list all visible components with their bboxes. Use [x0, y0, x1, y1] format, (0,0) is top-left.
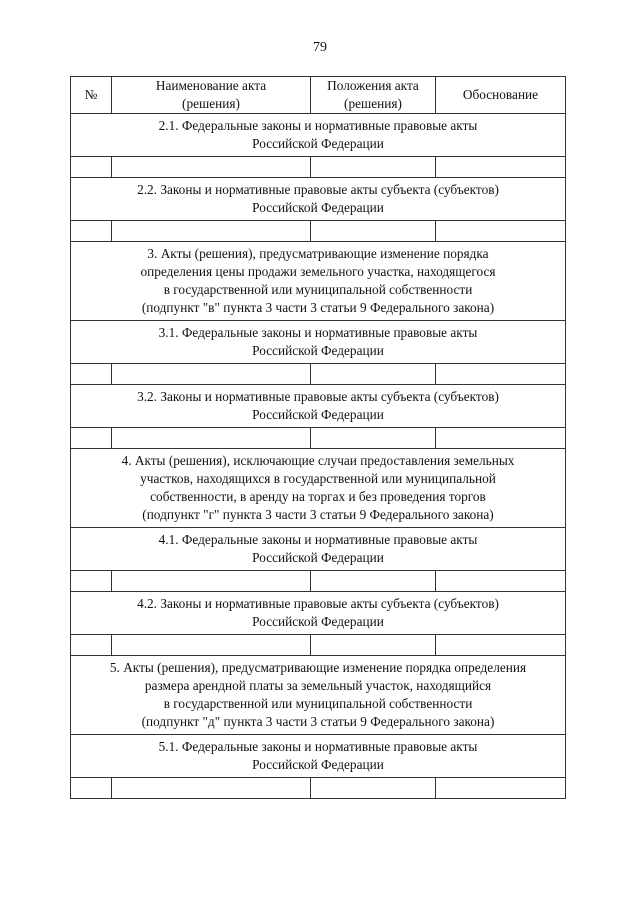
number-cell [71, 221, 112, 242]
section-heading: 3.2. Законы и нормативные правовые акты субъекта (субъектов) Российской Федерации [71, 385, 566, 428]
act-provisions-cell [311, 571, 436, 592]
act-provisions-cell [311, 221, 436, 242]
section-heading-row [71, 592, 566, 635]
table-header-row [71, 77, 566, 114]
empty-row [71, 221, 566, 242]
act-name-cell [112, 157, 311, 178]
number-cell [71, 571, 112, 592]
section-heading: 4.1. Федеральные законы и нормативные правовые акты Российской Федерации [71, 528, 566, 571]
section-heading: 2.2. Законы и нормативные правовые акты субъекта (субъектов) Российской Федерации [71, 178, 566, 221]
column-header-act-provisions: Положения акта (решения) [311, 77, 436, 114]
section-heading: 4.2. Законы и нормативные правовые акты субъекта (субъектов) Российской Федерации [71, 592, 566, 635]
number-cell [71, 778, 112, 799]
section-heading: 3.1. Федеральные законы и нормативные правовые акты Российской Федерации [71, 321, 566, 364]
column-header-number: № [71, 77, 112, 114]
section-heading: 3. Акты (решения), предусматривающие изменение порядка определения цены продажи земельного участка, находящегося в государственной или муниципальной собственности (подпункт "в" пункта 3 части 3 статьи 9 Федерального закона) [71, 242, 566, 321]
table-body [71, 114, 566, 799]
section-heading: 5.1. Федеральные законы и нормативные правовые акты Российской Федерации [71, 735, 566, 778]
number-cell [71, 157, 112, 178]
empty-row [71, 571, 566, 592]
section-heading: 4. Акты (решения), исключающие случаи предоставления земельных участков, находящихся в государственной или муниципальной собственности, в аренду на торгах и без проведения торгов (подпункт "г" пункта 3 части 3 статьи 9 Федерального закона) [71, 449, 566, 528]
number-cell [71, 364, 112, 385]
acts-table [70, 76, 566, 799]
act-name-cell [112, 428, 311, 449]
section-heading: 2.1. Федеральные законы и нормативные правовые акты Российской Федерации [71, 114, 566, 157]
column-header-justification: Обоснование [436, 77, 566, 114]
justification-cell [436, 778, 566, 799]
act-name-cell [112, 635, 311, 656]
act-name-cell [112, 778, 311, 799]
empty-row [71, 428, 566, 449]
section-heading-row [71, 528, 566, 571]
section-heading-row [71, 449, 566, 528]
act-provisions-cell [311, 635, 436, 656]
section-heading-row [71, 114, 566, 157]
act-provisions-cell [311, 364, 436, 385]
section-heading-row [71, 656, 566, 735]
act-name-cell [112, 571, 311, 592]
section-heading-row [71, 385, 566, 428]
empty-row [71, 364, 566, 385]
section-heading-row [71, 242, 566, 321]
justification-cell [436, 571, 566, 592]
justification-cell [436, 428, 566, 449]
section-heading-row [71, 321, 566, 364]
justification-cell [436, 157, 566, 178]
number-cell [71, 635, 112, 656]
act-provisions-cell [311, 157, 436, 178]
empty-row [71, 635, 566, 656]
justification-cell [436, 364, 566, 385]
page-number: 79 [313, 40, 327, 55]
empty-row [71, 778, 566, 799]
section-heading-row [71, 735, 566, 778]
number-cell [71, 428, 112, 449]
act-provisions-cell [311, 778, 436, 799]
act-name-cell [112, 364, 311, 385]
justification-cell [436, 221, 566, 242]
empty-row [71, 157, 566, 178]
act-name-cell [112, 221, 311, 242]
section-heading: 5. Акты (решения), предусматривающие изменение порядка определения размера арендной платы за земельный участок, находящийся в государственной или муниципальной собственности (подпункт "д" пункта 3 части 3 статьи 9 Федерального закона) [71, 656, 566, 735]
justification-cell [436, 635, 566, 656]
column-header-act-name: Наименование акта (решения) [112, 77, 311, 114]
section-heading-row [71, 178, 566, 221]
act-provisions-cell [311, 428, 436, 449]
